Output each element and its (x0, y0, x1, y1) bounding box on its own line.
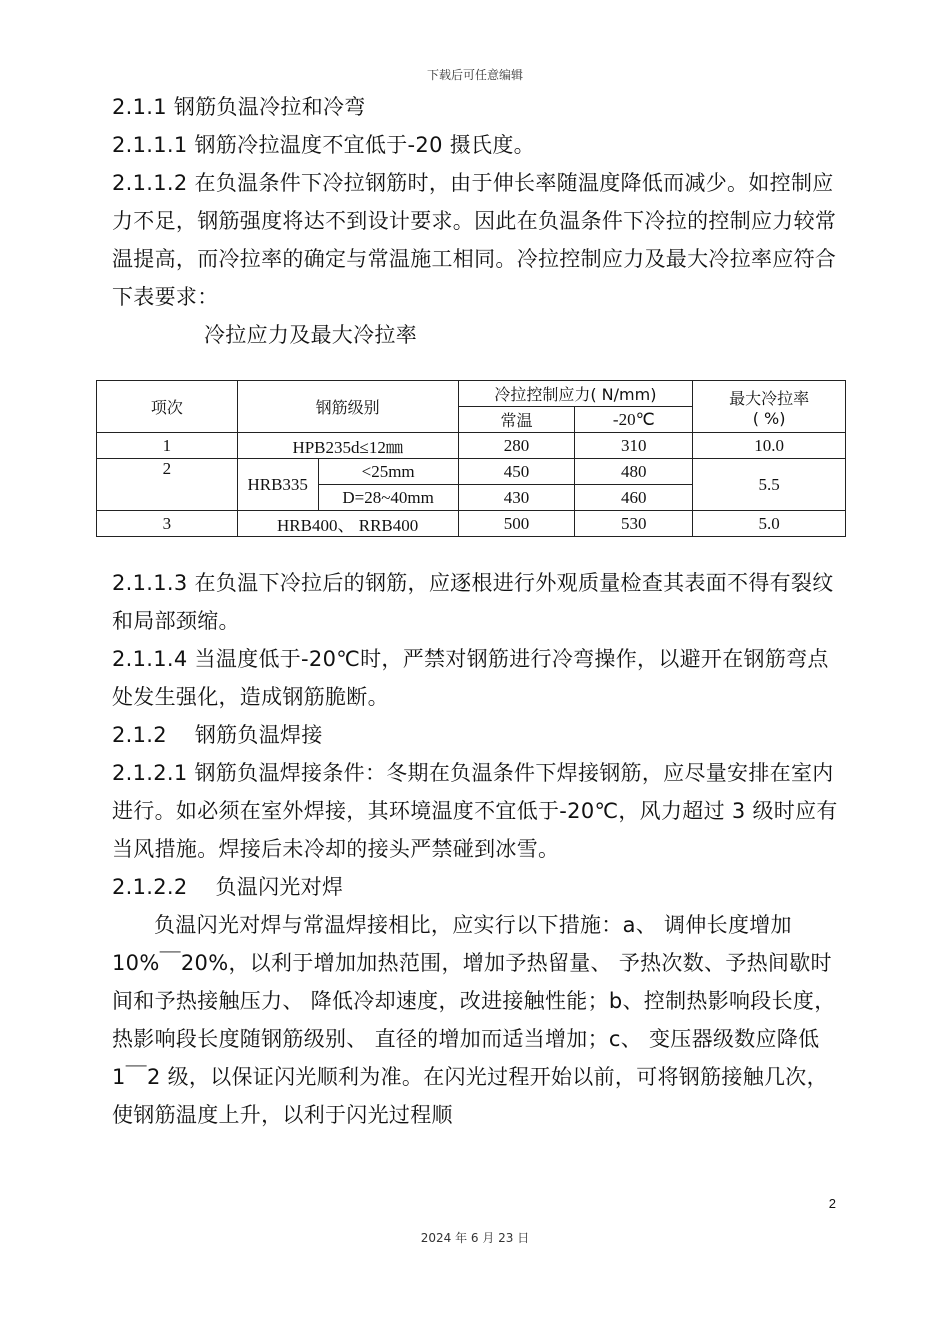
cell-normal: 430 (458, 485, 575, 511)
section-heading: 2.1.2.2 负温闪光对焊 (112, 875, 344, 899)
header-item: 项次 (97, 381, 238, 433)
cell-grade: HPB235d≤12㎜ (237, 433, 458, 459)
table-row (97, 459, 846, 485)
cell-size: D=28~40mm (318, 485, 458, 511)
cell-minus20: 460 (575, 485, 693, 511)
cell-item: 3 (97, 511, 238, 537)
table-row (97, 511, 846, 537)
cell-minus20: 480 (575, 459, 693, 485)
paragraph: 负温闪光对焊与常温焊接相比，应实行以下措施：a、 调伸长度增加 10%￣20%，以利于增加加热范围，增加予热留量、 予热次数、予热间歇时间和予热接触压力、 降低冷却速度，改进接触性能；b、控制热影响段长度，热影响段长度随钢筋级别、 直径的增加而适当增加；c、 变压器级数应降低 1￣2 级，以保证闪光顺利为准。在闪光过程开始以前，可将钢筋接触几次，使钢筋温度上升，以利于闪光过程顺 (112, 913, 836, 1127)
header-minus20: -20℃ (575, 407, 693, 433)
cell-normal: 450 (458, 459, 575, 485)
header-grade: 钢筋级别 (237, 381, 458, 433)
cell-normal: 280 (458, 433, 575, 459)
body-text-bottom (112, 564, 840, 1134)
header-normal-temp: 常温 (458, 407, 575, 433)
header-rate: 最大冷拉率 ( %) (693, 381, 846, 433)
paragraph: 2.1.2.1 钢筋负温焊接条件：冬期在负温条件下焊接钢筋，应尽量安排在室内进行。如必须在室外焊接，其环境温度不宜低于-20℃，风力超过 3 级时应有当风措施。焊接后未冷却的接头严禁碰到冰雪。 (112, 761, 838, 861)
paragraph: 2.1.1.4 当温度低于-20℃时，严禁对钢筋进行冷弯操作，以避开在钢筋弯点处发生强化，造成钢筋脆断。 (112, 647, 829, 709)
cell-size: <25mm (318, 459, 458, 485)
cell-rate: 10.0 (693, 433, 846, 459)
cell-normal: 500 (458, 511, 575, 537)
paragraph: 2.1.1.3 在负温下冷拉后的钢筋，应逐根进行外观质量检查其表面不得有裂纹和局部颈缩。 (112, 571, 834, 633)
section-heading: 2.1.1 钢筋负温冷拉和冷弯 (112, 95, 366, 119)
cell-grade: HRB400、 RRB400 (237, 511, 458, 537)
cell-rate: 5.0 (693, 511, 846, 537)
page-header: 下载后可任意编辑 (426, 68, 523, 82)
page-footer: 2024 年 6 月 23 日 (420, 1231, 530, 1245)
cold-drawing-table (96, 380, 846, 537)
header-stress: 冷拉控制应力( N/mm) (458, 381, 693, 407)
cell-minus20: 310 (575, 433, 693, 459)
paragraph: 2.1.1.1 钢筋冷拉温度不宜低于-20 摄氏度。 (112, 133, 535, 157)
table-header-row (97, 381, 846, 407)
page-number: 2 (828, 1196, 836, 1211)
paragraph: 2.1.1.2 在负温条件下冷拉钢筋时，由于伸长率随温度降低而减少。如控制应力不足，钢筋强度将达不到设计要求。因此在负温条件下冷拉的控制应力较常温提高，而冷拉率的确定与常温施工相同。冷拉控制应力及最大冷拉率应符合下表要求： (112, 171, 837, 309)
table-row (97, 433, 846, 459)
body-text-top (112, 88, 840, 354)
cell-item: 1 (97, 433, 238, 459)
section-heading: 2.1.2 钢筋负温焊接 (112, 723, 323, 747)
cell-rate: 5.5 (693, 459, 846, 511)
cell-grade: HRB335 (237, 459, 318, 511)
cell-minus20: 530 (575, 511, 693, 537)
table-caption: 冷拉应力及最大冷拉率 (204, 323, 417, 347)
cell-item: 2 (97, 459, 238, 511)
